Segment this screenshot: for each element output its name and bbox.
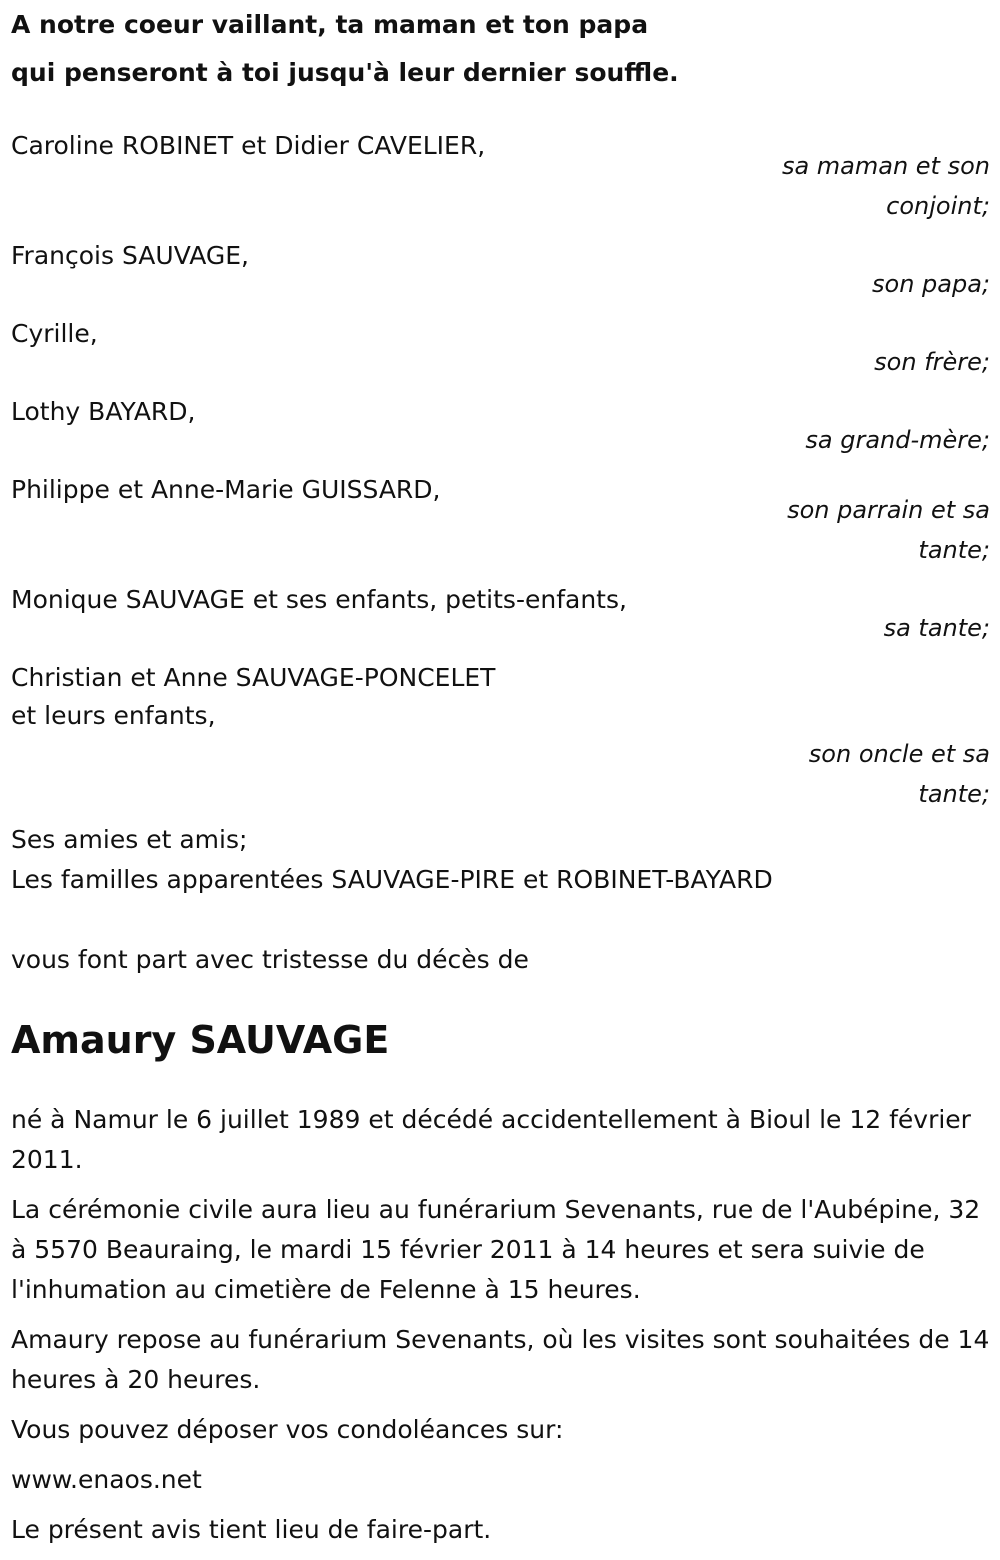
family-name: Christian et Anne SAUVAGE-PONCELET [11, 663, 496, 692]
family-entry [11, 236, 990, 304]
condolences-info: Vous pouvez déposer vos condoléances sur: [11, 1415, 564, 1444]
family-name-continued: et leurs enfants, [11, 701, 216, 730]
website-link[interactable]: www.enaos.net [11, 1465, 202, 1494]
family-list [11, 126, 990, 814]
family-entry [11, 126, 990, 226]
family-name: Caroline ROBINET et Didier CAVELIER, [11, 131, 486, 160]
related-families-line: Les familles apparentées SAUVAGE-PIRE et ROBINET-BAYARD [11, 865, 773, 894]
family-role: son frère; [874, 348, 990, 376]
family-name: François SAUVAGE, [11, 241, 249, 270]
family-name: Monique SAUVAGE et ses enfants, petits-enfants, [11, 585, 627, 614]
dedication-line-2: qui penseront à toi jusqu'à leur dernier souffle. [11, 58, 679, 87]
dedication [11, 0, 990, 98]
details [11, 1100, 990, 1550]
family-entry [11, 580, 990, 648]
obituary-notice [11, 0, 990, 1560]
family-role: son parrain et sa tante; [787, 496, 990, 564]
family-entry [11, 392, 990, 460]
announcement-intro: vous font part avec tristesse du décès de [11, 945, 529, 974]
family-entry [11, 658, 990, 814]
visits-info: Amaury repose au funérarium Sevenants, où les visites sont souhaitées de 14 heures à 20 heures. [11, 1325, 990, 1394]
family-name: Cyrille, [11, 319, 98, 348]
family-name: Lothy BAYARD, [11, 397, 196, 426]
family-entry [11, 314, 990, 382]
family-role: sa grand-mère; [805, 426, 990, 454]
friends-line: Ses amies et amis; [11, 825, 248, 854]
ceremony-info: La cérémonie civile aura lieu au funérarium Sevenants, rue de l'Aubépine, 32 à 5570 Beauraing, le mardi 15 février 2011 à 14 heures et sera suivie de l'inhumation au cimetière de Felenne à 15 heures. [11, 1195, 981, 1304]
deceased-name: Amaury SAUVAGE [11, 1018, 390, 1062]
family-role: sa tante; [883, 614, 990, 642]
family-entry [11, 470, 990, 570]
family-role: son papa; [872, 270, 990, 298]
dedication-line-1: A notre coeur vaillant, ta maman et ton papa [11, 10, 649, 39]
family-name: Philippe et Anne-Marie GUISSARD, [11, 475, 441, 504]
friends-and-relatives [11, 820, 990, 900]
birth-death-info: né à Namur le 6 juillet 1989 et décédé accidentellement à Bioul le 12 février 2011. [11, 1105, 971, 1174]
closing-note: Le présent avis tient lieu de faire-part. [11, 1515, 492, 1544]
family-role: son oncle et sa tante; [808, 740, 990, 808]
family-role: sa maman et son conjoint; [781, 152, 990, 220]
